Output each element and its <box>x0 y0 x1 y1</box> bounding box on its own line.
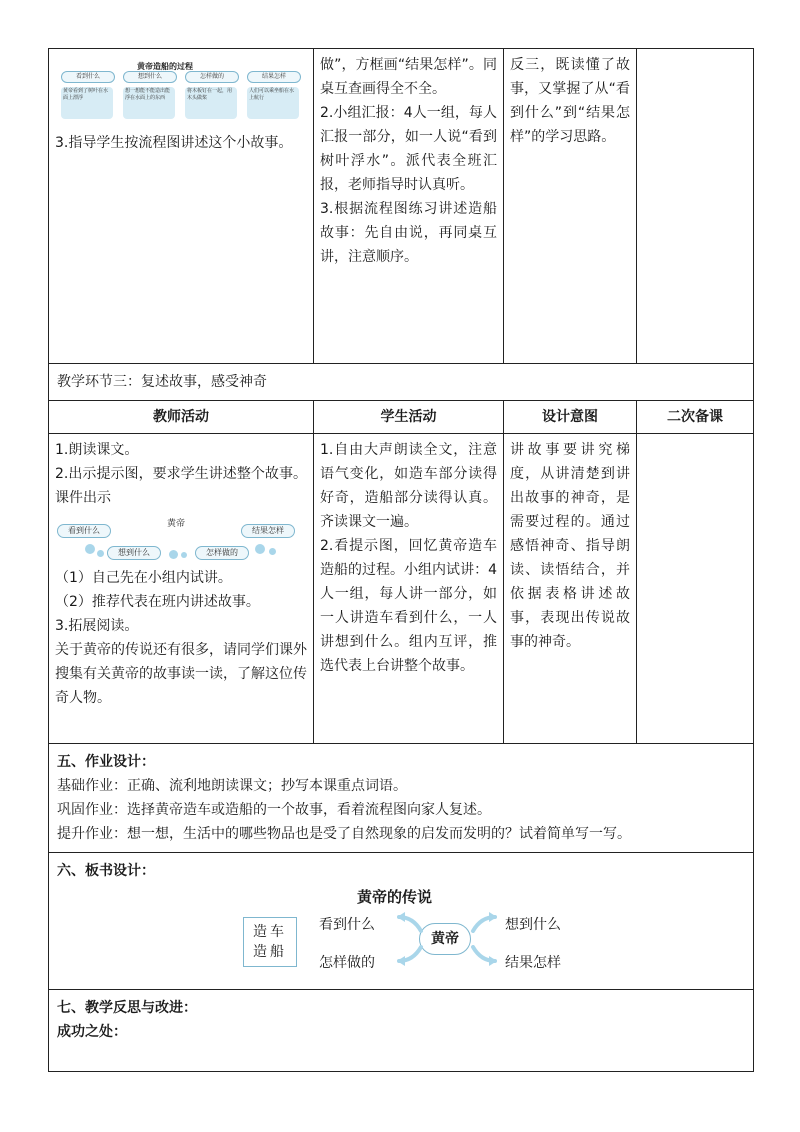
continuation-row <box>49 49 754 364</box>
decor-dot <box>85 544 95 554</box>
board-node-bottom-left: 怎样做的 <box>319 955 375 971</box>
section-3-intent-cell <box>504 434 637 744</box>
reflection-success-label: 成功之处： <box>57 1024 127 1040</box>
prompt-title: 黄帝 <box>167 519 186 529</box>
prompt-box: 想到什么 <box>107 546 161 560</box>
homework-cell <box>49 744 754 853</box>
header-teacher: 教师活动 <box>49 401 314 434</box>
design-intent-text: 讲故事要讲究梯度，从讲清楚到讲出故事的神奇，是需要过程的。通过感悟神奇、指导朗读、读悟结合，并依据表格讲述故事，表现出传说故事的神奇。 <box>510 442 630 650</box>
thumbnail-note: 人们可以乘坐船在水上航行 <box>247 87 299 119</box>
board-cell <box>49 853 754 990</box>
homework-line: 提升作业：想一想，生活中的哪些物品也是受了自然现象的启发而发明的？试着简单写一写。 <box>57 826 631 842</box>
student-paragraph: 做”，方框画“结果怎样”。同桌互查画得全不全。 <box>320 57 497 97</box>
homework-title: 五、作业设计： <box>57 754 155 770</box>
board-title: 六、板书设计： <box>57 863 155 879</box>
prompt-box: 看到什么 <box>57 524 111 538</box>
decor-dot <box>97 550 104 557</box>
header-intent: 设计意图 <box>504 401 637 434</box>
decor-dot <box>181 552 187 558</box>
decor-dot <box>255 544 265 554</box>
thumbnail-box: 看到什么 <box>61 71 115 83</box>
homework-line: 巩固作业：选择黄帝造车或造船的一个故事，看着流程图向家人复述。 <box>57 802 491 818</box>
student-paragraph: 1.自由大声朗读全文，注意语气变化，如造车部分读得好奇，造船部分读得认真。齐读课文一遍。 <box>320 442 497 530</box>
teacher-line: （1）自己先在小组内试讲。 <box>55 570 232 586</box>
thumbnail-note: 想一想能不能造出能浮在水面上的东西 <box>123 87 175 119</box>
teacher-line: 1.朗读课文。 <box>55 442 139 458</box>
student-paragraph: 2.小组汇报：4人一组，每人汇报一部分，如一人说“看到树叶浮水”。派代表全班汇报，老师指导时认真听。 <box>320 105 497 193</box>
header-row <box>49 401 754 434</box>
thumbnail-note: 黄帝看到了树叶在水面上漂浮 <box>61 87 113 119</box>
header-student: 学生活动 <box>314 401 504 434</box>
arrow-down-right-icon <box>469 945 499 967</box>
board-node-top-left: 看到什么 <box>319 917 375 933</box>
section-3-prep-cell <box>637 434 754 744</box>
teacher-step-3: 3.指导学生按流程图讲述这个小故事。 <box>55 135 293 151</box>
teacher-activity-cell <box>49 49 314 364</box>
teacher-line: 2.出示提示图，要求学生讲述整个故事。课件出示 <box>55 466 307 506</box>
section-3-teacher-cell <box>49 434 314 744</box>
thumbnail-box: 怎样做的 <box>185 71 239 83</box>
board-node-top-right: 想到什么 <box>505 917 561 933</box>
reflection-title: 七、教学反思与改进： <box>57 1000 197 1016</box>
board-diagram <box>57 883 745 983</box>
flowchart-thumbnail <box>57 55 297 127</box>
arrow-up-right-icon <box>469 911 499 933</box>
second-prep-cell <box>637 49 754 364</box>
teacher-line: 3.拓展阅读。 <box>55 618 139 634</box>
decor-dot <box>269 548 276 555</box>
thumbnail-box: 想到什么 <box>123 71 177 83</box>
reflection-row <box>49 990 754 1072</box>
homework-row <box>49 744 754 853</box>
design-intent-cell <box>504 49 637 364</box>
thumbnail-note: 将木板钉在一起，用木头做桨 <box>185 87 237 119</box>
section-title-row <box>49 364 754 401</box>
prompt-box: 结果怎样 <box>241 524 295 538</box>
board-node-bottom-right: 结果怎样 <box>505 955 561 971</box>
section-3-student-cell <box>314 434 504 744</box>
arrow-up-left-icon <box>395 911 425 933</box>
lesson-plan-table <box>48 48 754 1072</box>
lesson-plan-page <box>48 48 753 1072</box>
decor-dot <box>169 550 178 559</box>
board-row <box>49 853 754 990</box>
student-paragraph: 3.根据流程图练习讲述造船故事：先自由说，再同桌互讲，注意顺序。 <box>320 201 497 265</box>
section-3-row <box>49 434 754 744</box>
board-center-node: 黄帝 <box>419 923 471 955</box>
student-activity-cell <box>314 49 504 364</box>
teacher-line: （2）推荐代表在班内讲述故事。 <box>55 594 260 610</box>
board-box-line: 造车 <box>253 924 287 940</box>
header-prep: 二次备课 <box>637 401 754 434</box>
board-heading: 黄帝的传说 <box>357 888 433 906</box>
reflection-cell <box>49 990 754 1072</box>
design-intent-text: 反三，既读懂了故事，又掌握了从“看到什么”到“结果怎样”的学习思路。 <box>510 57 630 145</box>
section-3-title: 教学环节三：复述故事，感受神奇 <box>49 364 754 401</box>
board-box-line: 造船 <box>253 944 287 960</box>
arrow-down-left-icon <box>395 945 425 967</box>
story-prompt-diagram <box>55 512 295 564</box>
teacher-line: 关于黄帝的传说还有很多，请同学们课外搜集有关黄帝的故事读一读，了解这位传奇人物。 <box>55 642 307 706</box>
thumbnail-box: 结果怎样 <box>247 71 301 83</box>
homework-line: 基础作业：正确、流利地朗读课文；抄写本课重点词语。 <box>57 778 407 794</box>
thumbnail-title: 黄帝造船的过程 <box>137 62 193 71</box>
board-left-box <box>243 917 297 967</box>
student-paragraph: 2.看提示图，回忆黄帝造车造船的过程。小组内试讲：4人一组，每人讲一部分，如一人讲造车看到什么，一人讲想到什么。组内互评，推选代表上台讲整个故事。 <box>320 538 497 674</box>
prompt-box: 怎样做的 <box>195 546 249 560</box>
